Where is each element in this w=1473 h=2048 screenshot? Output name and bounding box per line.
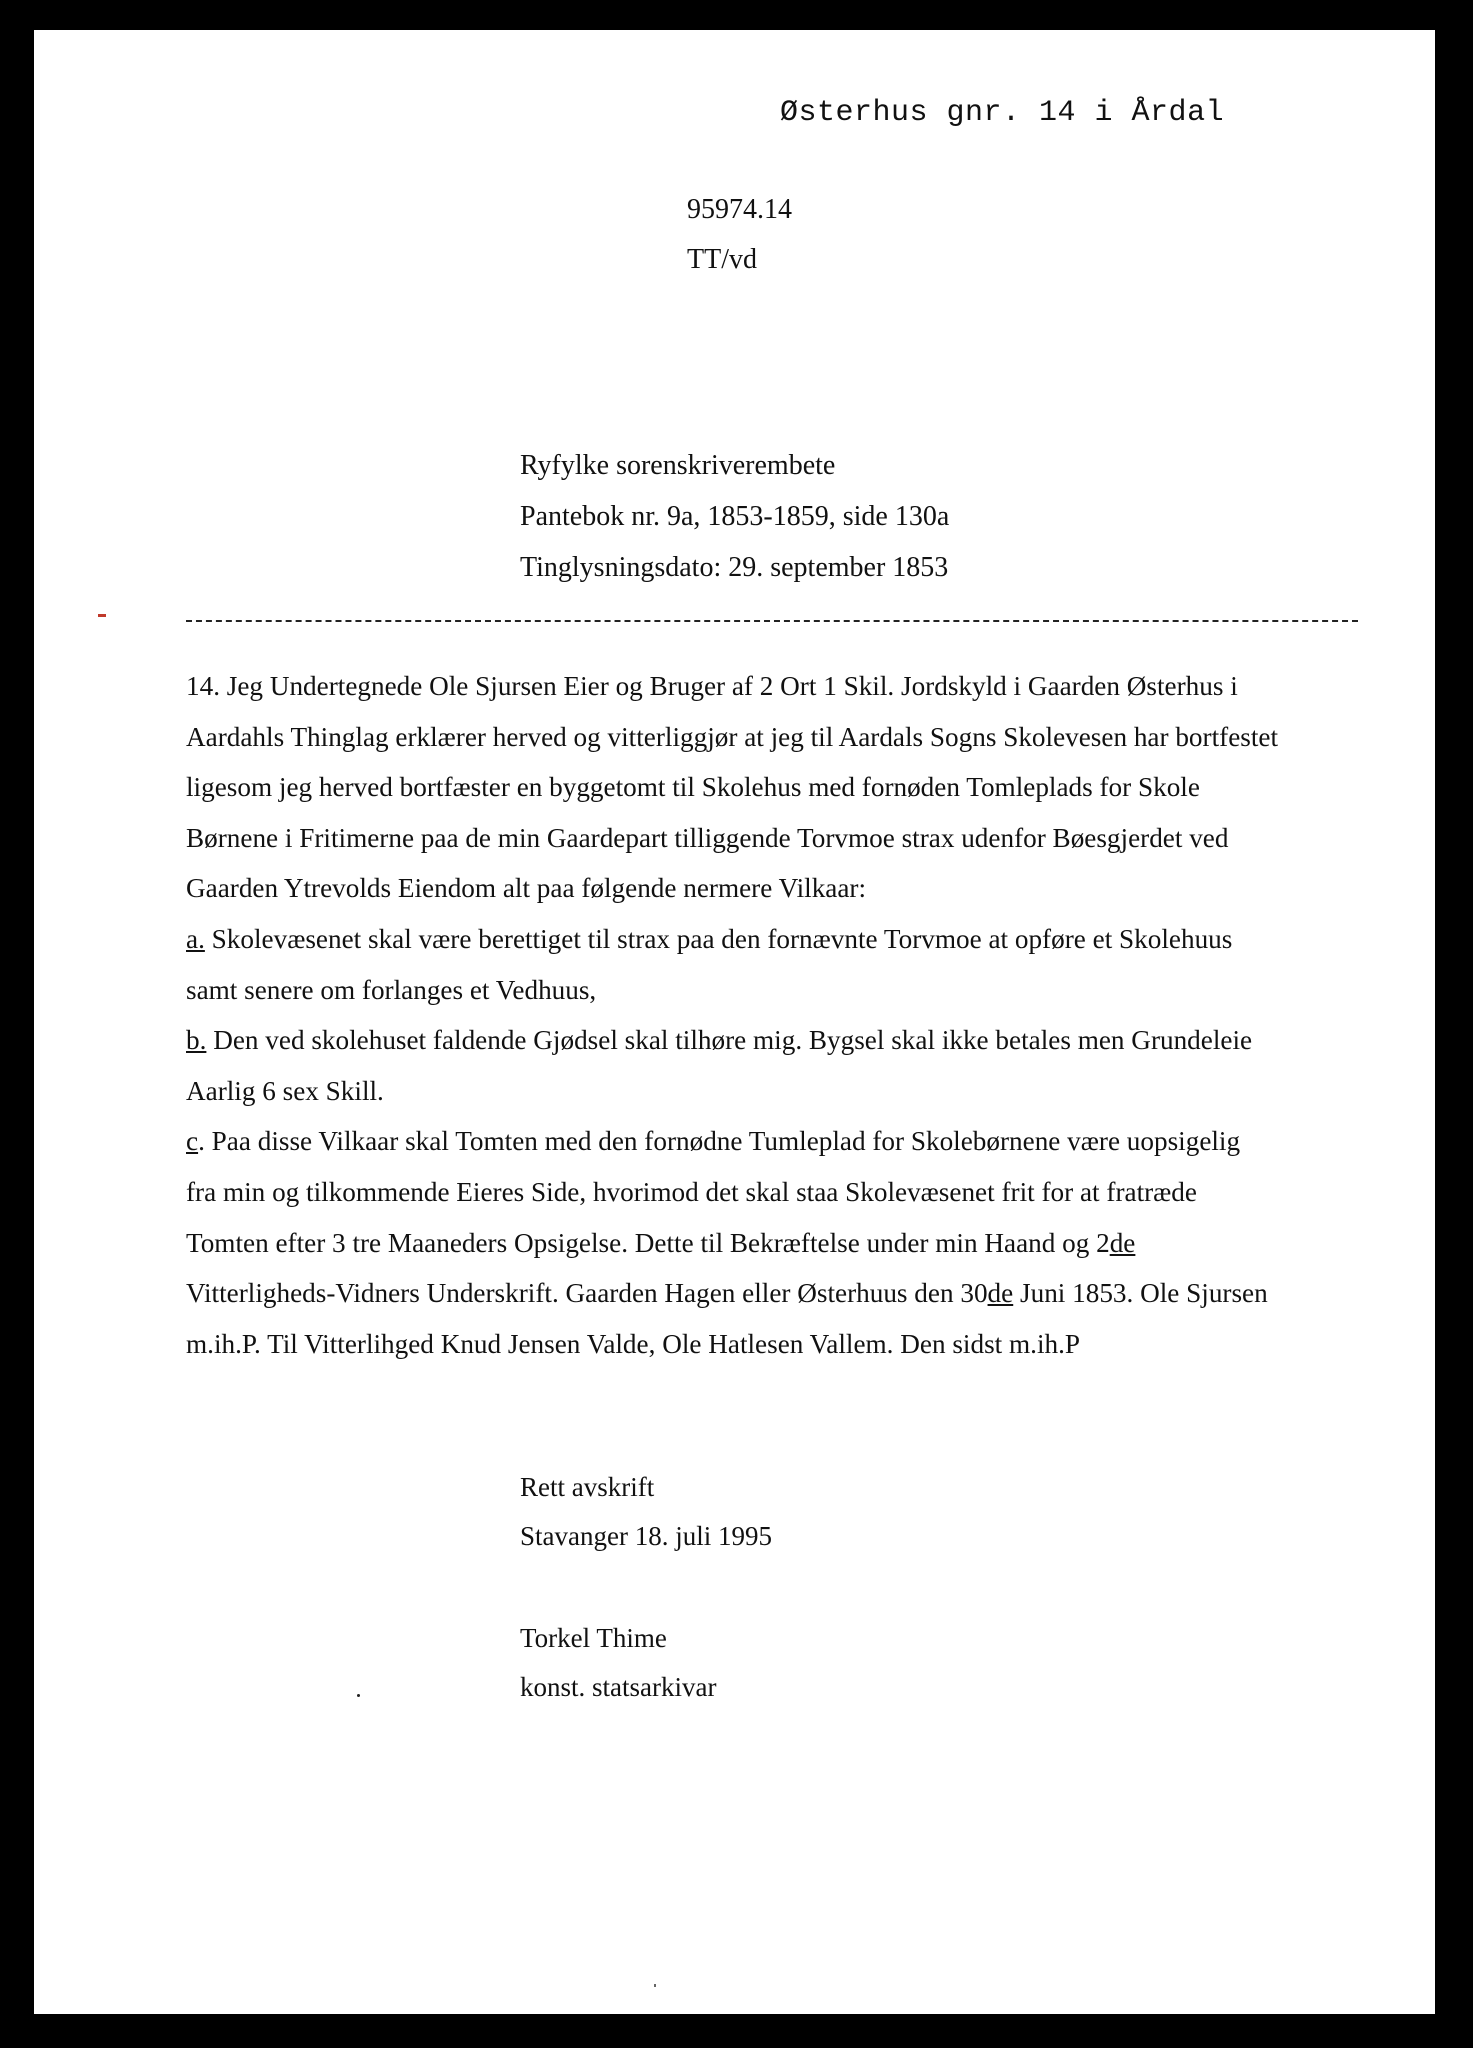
clause-b-text: Den ved skolehuset faldende Gjødsel skal tilhøre mig. Bygsel skal ikke betales men Grundeleie (206, 1025, 1253, 1056)
transcription-body (186, 661, 1376, 1369)
clause-a (186, 914, 1376, 965)
body-line: 14. Jeg Undertegnede Ole Sjursen Eier og Bruger af 2 Ort 1 Skil. Jordskyld i Gaarden Østerhus i (186, 671, 1238, 701)
signer-name: Torkel Thime (520, 1623, 667, 1653)
reference-number: 95974.14 (687, 194, 792, 225)
body-line (186, 1268, 1376, 1319)
dashed-separator (186, 620, 1358, 622)
body-text-segment: Tomten efter 3 tre Maaneders Opsigelse. Dette til Bekræftelse under min Haand og 2 (186, 1227, 1110, 1258)
certification-note: Rett avskrift (520, 1472, 655, 1502)
clause-c-label: c (186, 1126, 199, 1157)
clause-c (186, 1116, 1376, 1167)
body-line: ligesom jeg herved bortfæster en byggetomt til Skolehus med fornøden Tomleplads for Skole (186, 772, 1200, 803)
body-line: fra min og tilkommende Eieres Side, hvorimod det skal staa Skolevæsenet frit for at fratræde (186, 1176, 1197, 1207)
body-line: Aarlig 6 sex Skill. (186, 1075, 384, 1106)
body-line: Gaarden Ytrevolds Eiendom alt paa følgende nermere Vilkaar: (186, 873, 867, 904)
ordinal-suffix: de (1109, 1227, 1136, 1258)
document-title: Østerhus gnr. 14 i Årdal (780, 96, 1225, 130)
ordinal-suffix: de (987, 1278, 1014, 1309)
source-book: Pantebok nr. 9a, 1853-1859, side 130a (520, 501, 950, 532)
body-text-segment: Vitterligheds-Vidners Underskrift. Gaarden Hagen eller Østerhuus den 30 (186, 1278, 988, 1309)
margin-mark (98, 614, 106, 617)
document-page (34, 30, 1435, 2014)
body-text-segment: Juni 1853. Ole Sjursen (1013, 1278, 1268, 1309)
signer-title: konst. statsarkivar (520, 1672, 717, 1702)
scan-speck (654, 1984, 656, 1987)
clause-b-label: b. (186, 1025, 207, 1056)
clause-c-text: . Paa disse Vilkaar skal Tomten med den fornødne Tumleplad for Skolebørnene være uopsigelig (198, 1126, 1241, 1157)
clause-a-text: Skolevæsenet skal være berettiget til strax paa den fornævnte Torvmoe at opføre et Skolehuus (204, 923, 1233, 954)
source-date: Tinglysningsdato: 29. september 1853 (520, 552, 949, 583)
place-date: Stavanger 18. juli 1995 (520, 1521, 772, 1551)
body-line: Børnene i Fritimerne paa de min Gaardepart tilliggende Torvmoe strax udenfor Bøesgjerdet ved (186, 822, 1229, 853)
body-line: Aardahls Thinglag erklærer herved og vitterliggjør at jeg til Aardals Sogns Skolevesen har bortfestet (186, 721, 1279, 752)
body-line: samt senere om forlanges et Vedhuus, (186, 974, 597, 1005)
source-office: Ryfylke sorenskriverembete (520, 450, 836, 481)
reference-initials: TT/vd (687, 244, 757, 275)
stray-dot (357, 1694, 360, 1697)
clause-a-label: a. (186, 923, 205, 954)
body-line: m.ih.P. Til Vitterlihged Knud Jensen Valde, Ole Hatlesen Vallem. Den sidst m.ih.P (186, 1328, 1081, 1359)
body-line (186, 1218, 1376, 1269)
clause-b (186, 1015, 1376, 1066)
